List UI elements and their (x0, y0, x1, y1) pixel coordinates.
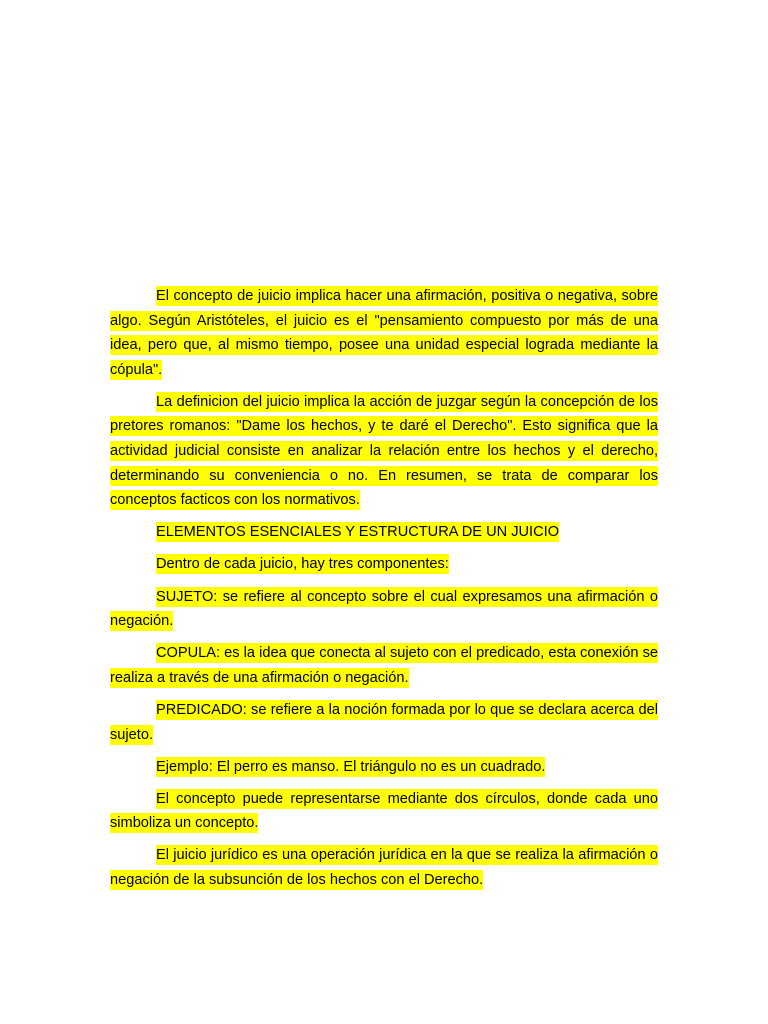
highlighted-text: El concepto de juicio implica hacer una afirmación, positiva o negativa, sobre algo. Según Aristóteles, el juicio es el "pensamiento compuesto por más de una idea, pero que, al mismo tiempo, posee una unidad especial lograda mediante la cópula". (110, 288, 658, 378)
highlighted-text: Ejemplo: El perro es manso. El triángulo no es un cuadrado. (156, 758, 546, 775)
paragraph-predicado (110, 698, 658, 747)
paragraph-copula (110, 641, 658, 690)
highlighted-text: El concepto puede representarse mediante dos círculos, donde cada uno simboliza un concepto. (110, 790, 658, 832)
paragraph-juicio-juridico (110, 843, 658, 892)
paragraph-circulos (110, 787, 658, 836)
paragraph-ejemplo (110, 755, 658, 780)
highlighted-text: COPULA: es la idea que conecta al sujeto con el predicado, esta conexión se realiza a través de una afirmación o negación. (110, 645, 658, 686)
paragraph-componentes-intro (110, 552, 658, 577)
section-heading (110, 520, 658, 545)
highlighted-text: El juicio jurídico es una operación jurídica en la que se realiza la afirmación o negación de la subsunción de los hechos con el Derecho. (110, 847, 658, 888)
paragraph-juicio-definicion (110, 390, 658, 513)
paragraph-juicio-concepto (110, 284, 658, 382)
document-body (110, 284, 658, 900)
highlighted-text: ELEMENTOS ESENCIALES Y ESTRUCTURA DE UN JUICIO (156, 524, 560, 541)
highlighted-text: PREDICADO: se refiere a la noción formada por lo que se declara acerca del sujeto. (110, 701, 658, 743)
highlighted-text: La definicion del juicio implica la acción de juzgar según la concepción de los pretores romanos: "Dame los hechos, y te daré el Derecho". Esto significa que la actividad judicial consiste en analizar la relación entre los hechos y el derecho, determinando su conveniencia o no. En resumen, se trata de comparar los conceptos facticos con los normativos. (110, 393, 658, 509)
highlighted-text: Dentro de cada juicio, hay tres componentes: (156, 556, 449, 573)
highlighted-text: SUJETO: se refiere al concepto sobre el cual expresamos una afirmación o negación. (110, 588, 658, 630)
paragraph-sujeto (110, 585, 658, 634)
